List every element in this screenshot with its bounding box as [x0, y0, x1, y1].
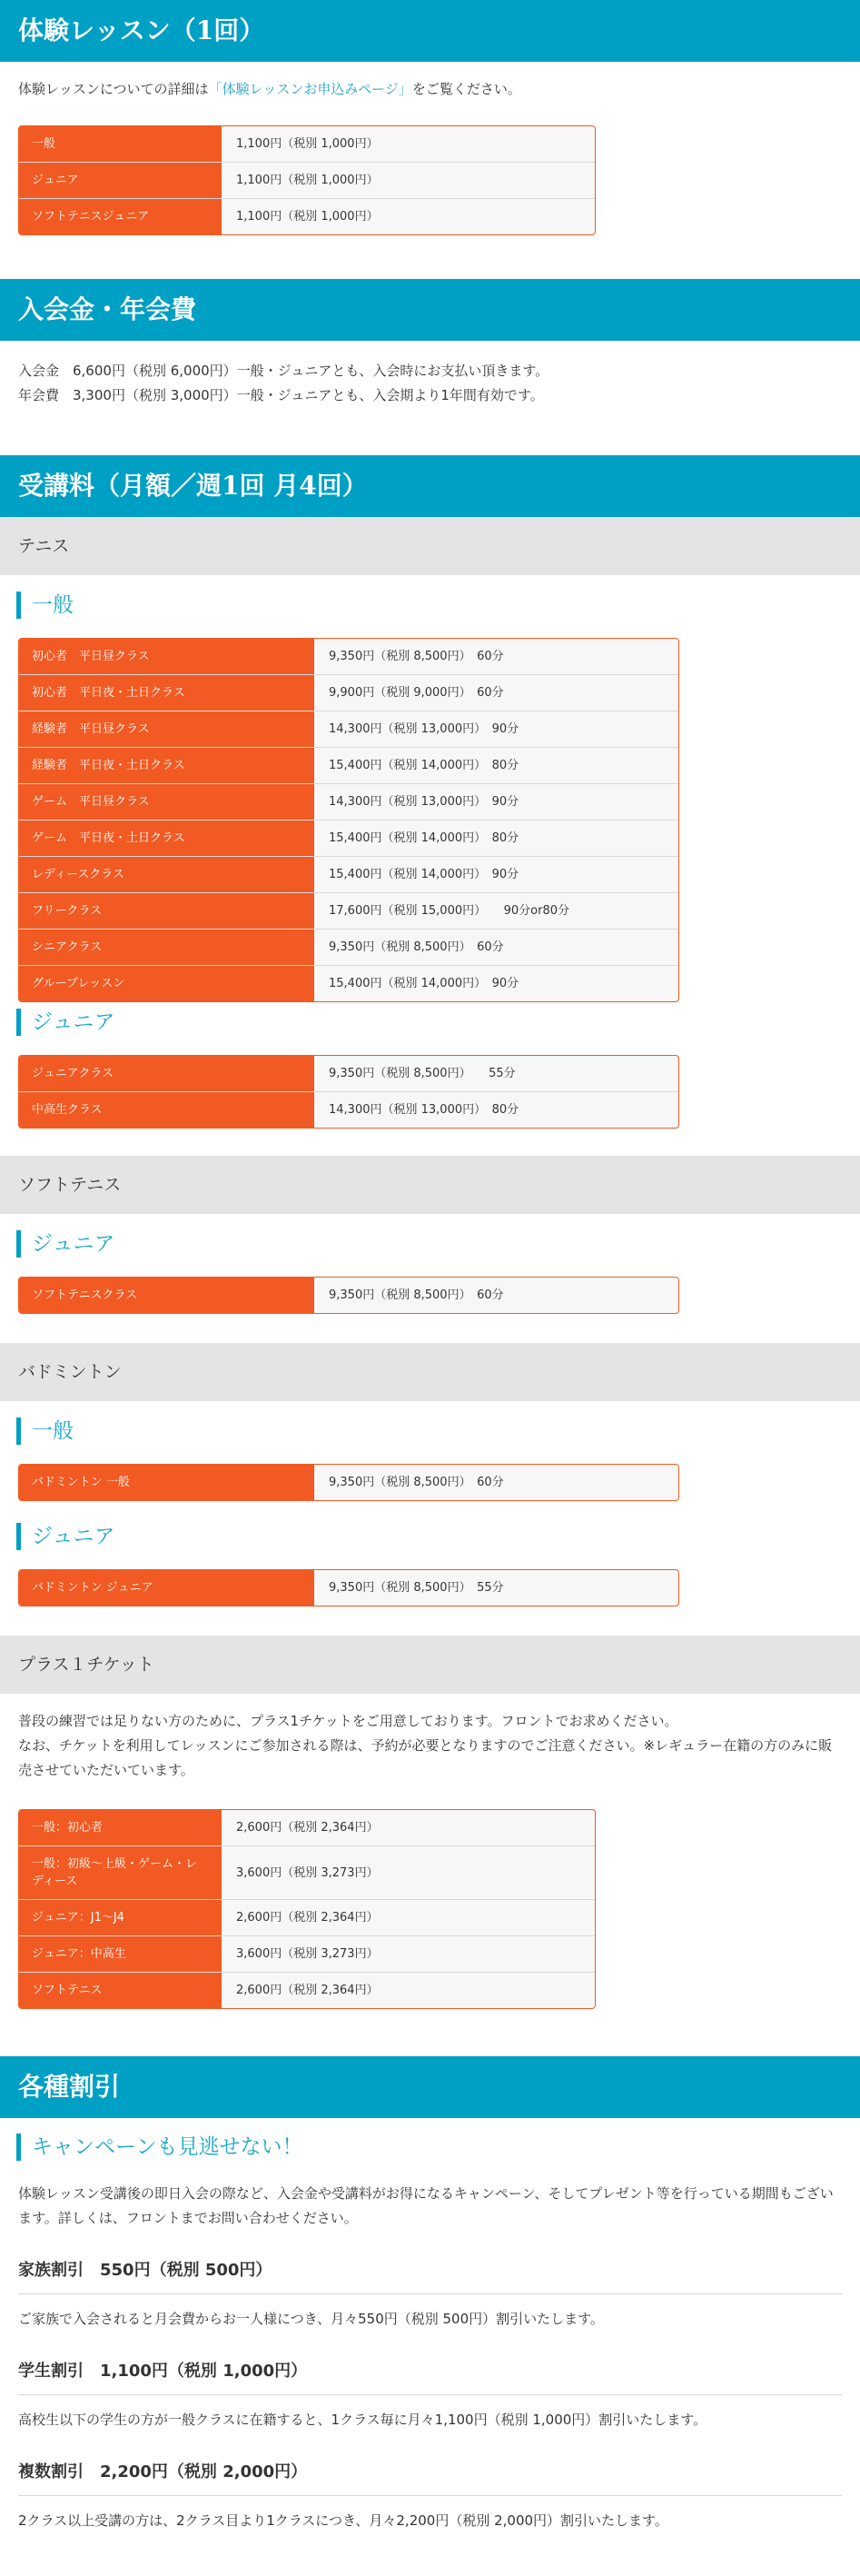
multi-discount-heading: 複数割引 2,200円（税別 2,000円） — [18, 2462, 308, 2482]
plus-ticket-line2: なお、チケットを利用してレッスンにご参加される際は、予約が必要となりますのでご注意ください。※レギュラー在籍の方のみに販売させていただいています。 — [18, 1737, 833, 1778]
soft-tennis-category: ソフトテニス — [0, 1156, 860, 1214]
price-row — [19, 1935, 595, 1972]
price-row-name: ソフトテニス — [19, 1973, 222, 2008]
price-row-value: 15,400円（税別 14,000円） 80分 — [329, 831, 519, 845]
price-row-value: 3,600円（税別 3,273円） — [236, 1947, 379, 1961]
price-row — [19, 1899, 595, 1935]
price-row-name: 経験者 平日昼クラス — [19, 711, 314, 747]
price-row-name: ゲーム 平日夜・土日クラス — [19, 821, 314, 856]
price-row-value: 1,100円（税別 1,000円） — [236, 210, 379, 224]
price-row-value: 14,300円（税別 13,000円） 90分 — [329, 722, 519, 736]
price-row-name: 初心者 平日夜・土日クラス — [19, 675, 314, 711]
price-row-value: 9,350円（税別 8,500円） 60分 — [329, 940, 504, 954]
price-row-name: バドミントン ジュニア — [19, 1570, 314, 1606]
price-row — [19, 856, 678, 892]
soft-junior-table — [18, 1277, 679, 1314]
trial-section-title: 体験レッスン（1回） — [0, 0, 860, 62]
price-row — [19, 1278, 678, 1313]
badminton-general-table — [18, 1464, 679, 1501]
price-row-name: 経験者 平日夜・土日クラス — [19, 748, 314, 783]
plus-ticket-line1: 普段の練習では足りない方のために、プラス1チケットをご用意しております。フロントでお求めください。 — [18, 1713, 678, 1729]
divider — [18, 2495, 842, 2496]
price-row-name: レディースクラス — [19, 857, 314, 892]
price-row-name: バドミントン 一般 — [19, 1465, 314, 1500]
price-row-name: ソフトテニスクラス — [19, 1278, 314, 1313]
tennis-category: テニス — [0, 517, 860, 575]
price-row — [19, 639, 678, 674]
family-discount-text: ご家族で入会されると月会費からお一人様につき、月々550円（税別 500円）割引いたします。 — [18, 2311, 604, 2327]
price-row-name: ソフトテニスジュニア — [19, 199, 222, 234]
price-row-name: 一般：初心者 — [19, 1810, 222, 1845]
tennis-general-table — [18, 638, 679, 1002]
price-row — [19, 820, 678, 856]
price-row-value: 15,400円（税別 14,000円） 80分 — [329, 759, 519, 772]
price-row-value: 3,600円（税別 3,273円） — [236, 1865, 379, 1880]
price-row-value: 1,100円（税別 1,000円） — [236, 174, 379, 187]
price-row — [19, 965, 678, 1001]
price-row-value: 17,600円（税別 15,000円） 90分or80分 — [329, 904, 569, 918]
badminton-category: バドミントン — [0, 1343, 860, 1401]
tennis-general-heading: 一般 — [16, 592, 74, 619]
price-row-name: 一般 — [19, 126, 222, 162]
price-row-name: ジュニア：J1～J4 — [19, 1900, 222, 1935]
price-row — [19, 892, 678, 929]
trial-apply-link[interactable]: 「体験レッスンお申込みページ」 — [208, 81, 412, 97]
price-row — [19, 1091, 678, 1128]
price-row — [19, 1570, 678, 1606]
badminton-junior-heading: ジュニア — [16, 1523, 115, 1550]
price-row — [19, 929, 678, 965]
price-row — [19, 783, 678, 820]
price-row-value: 15,400円（税別 14,000円） 90分 — [329, 868, 519, 881]
tuition-section-title: 受講料（月額／週1回 月4回） — [0, 455, 860, 517]
price-row-name: ゲーム 平日昼クラス — [19, 784, 314, 820]
plus-ticket-category: プラス１チケット — [0, 1636, 860, 1694]
tennis-junior-heading: ジュニア — [16, 1009, 115, 1036]
fees-section-title: 入会金・年会費 — [0, 279, 860, 341]
price-row — [19, 1972, 595, 2008]
price-row — [19, 674, 678, 711]
student-discount-text: 高校生以下の学生の方が一般クラスに在籍すると、1クラス毎に月々1,100円（税別 1,000円）割引いたします。 — [18, 2412, 707, 2428]
price-row-name: ジュニア — [19, 163, 222, 198]
price-row-value: 9,350円（税別 8,500円） 60分 — [329, 650, 504, 663]
price-row-value: 1,100円（税別 1,000円） — [236, 137, 379, 151]
price-row-value: 15,400円（税別 14,000円） 90分 — [329, 977, 519, 990]
soft-junior-heading: ジュニア — [16, 1230, 115, 1258]
tennis-junior-table — [18, 1055, 679, 1129]
entry-fee-text: 入会金 6,600円（税別 6,000円）一般・ジュニアとも、入会時にお支払い頂きます。 — [18, 363, 549, 379]
price-row-value: 9,350円（税別 8,500円） 55分 — [329, 1581, 504, 1595]
price-row — [19, 747, 678, 783]
trial-intro — [18, 76, 840, 102]
price-row-name: ジュニアクラス — [19, 1056, 314, 1091]
divider — [18, 2293, 842, 2294]
student-discount-heading: 学生割引 1,100円（税別 1,000円） — [18, 2362, 308, 2381]
price-row — [19, 1845, 595, 1899]
annual-fee-text: 年会費 3,300円（税別 3,000円）一般・ジュニアとも、入会期より1年間有効です。 — [18, 387, 544, 403]
plus-ticket-table — [18, 1809, 596, 2009]
price-row — [19, 1810, 595, 1845]
trial-price-table — [18, 125, 596, 235]
badminton-junior-table — [18, 1569, 679, 1606]
price-row-value: 9,350円（税別 8,500円） 60分 — [329, 1476, 504, 1489]
campaign-text: 体験レッスン受講後の即日入会の際など、入会金や受講料がお得になるキャンペーン、そしてプレゼント等を行っている期間もございます。詳しくは、フロントまでお問い合わせください。 — [18, 2185, 834, 2226]
badminton-general-heading: 一般 — [16, 1417, 74, 1445]
price-row — [19, 198, 595, 234]
price-row — [19, 162, 595, 198]
price-row-value: 9,900円（税別 9,000円） 60分 — [329, 686, 504, 700]
price-row — [19, 1465, 678, 1500]
discount-section-title: 各種割引 — [0, 2056, 860, 2118]
divider — [18, 2394, 842, 2395]
trial-intro-pre: 体験レッスンについての詳細は — [18, 81, 209, 97]
price-row-name: ジュニア：中高生 — [19, 1936, 222, 1972]
trial-intro-post: をご覧ください。 — [411, 81, 521, 97]
price-row-value: 2,600円（税別 2,364円） — [236, 1984, 379, 1997]
price-row-value: 9,350円（税別 8,500円） 55分 — [329, 1067, 516, 1080]
price-row-value: 14,300円（税別 13,000円） 90分 — [329, 795, 519, 809]
price-row-value: 9,350円（税別 8,500円） 60分 — [329, 1288, 504, 1302]
price-row-name: グループレッスン — [19, 966, 314, 1001]
price-row — [19, 711, 678, 747]
price-row-value: 14,300円（税別 13,000円） 80分 — [329, 1103, 519, 1117]
price-row — [19, 126, 595, 162]
plus-ticket-desc — [18, 1709, 840, 1783]
multi-discount-text: 2クラス以上受講の方は、2クラス目より1クラスにつき、月々2,200円（税別 2,000円）割引いたします。 — [18, 2512, 668, 2529]
price-row-name: フリークラス — [19, 893, 314, 929]
price-row-name: 初心者 平日昼クラス — [19, 639, 314, 674]
price-row-value: 2,600円（税別 2,364円） — [236, 1821, 379, 1835]
family-discount-heading: 家族割引 550円（税別 500円） — [18, 2261, 272, 2280]
price-row-name: 中高生クラス — [19, 1092, 314, 1128]
price-row — [19, 1056, 678, 1091]
campaign-heading: キャンペーンも見逃せない！ — [16, 2133, 303, 2161]
price-row-name: 一般：初級～上級・ゲーム・レディース — [19, 1846, 222, 1899]
price-row-value: 2,600円（税別 2,364円） — [236, 1911, 379, 1925]
price-row-name: シニアクラス — [19, 930, 314, 965]
